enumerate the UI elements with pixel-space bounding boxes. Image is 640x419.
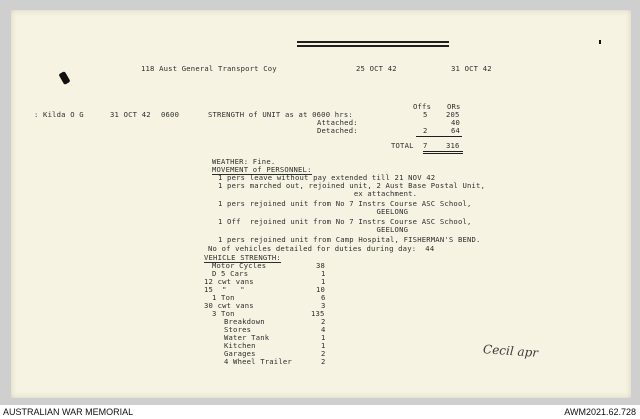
vehicle-row-value: 135 xyxy=(311,309,325,318)
vehicle-row-value: 2 xyxy=(321,357,326,366)
weather-line: WEATHER: Fine. xyxy=(212,157,276,166)
total-ors: 316 xyxy=(446,141,460,150)
vehicle-row-label: Stores xyxy=(224,325,252,334)
movement-line: 1 Off rejoined unit from No 7 Instrs Course ASC School, xyxy=(218,217,472,226)
handwritten-signature: Cecil apr xyxy=(482,342,539,360)
movement-line: GEELONG xyxy=(218,207,409,216)
strength-base-ors: 205 xyxy=(446,110,460,119)
movement-line: 1 pers rejoined unit from No 7 Instrs Course ASC School, xyxy=(218,199,472,208)
footer-bar xyxy=(0,405,640,419)
entry-date: 31 OCT 42 xyxy=(110,110,151,119)
detached-label: Detached: xyxy=(317,126,358,135)
vehicle-row-label: 12 cwt vans xyxy=(204,277,254,286)
vehicle-row-value: 6 xyxy=(321,293,326,302)
entry-place: : Kilda O G xyxy=(34,110,84,119)
movement-heading: MOVEMENT of PERSONNEL: xyxy=(212,165,312,174)
punch-mark xyxy=(599,40,601,44)
vehicle-row-label: 30 cwt vans xyxy=(204,301,254,310)
detached-offrs: 2 xyxy=(423,126,428,135)
vehicle-row-label: 4 Wheel Trailer xyxy=(224,357,292,366)
strength-base-offrs: 5 xyxy=(423,110,428,119)
total-offrs: 7 xyxy=(423,141,428,150)
period-end-date: 31 OCT 42 xyxy=(451,64,492,73)
period-start-date: 25 OCT 42 xyxy=(356,64,397,73)
vehicle-row-value: 2 xyxy=(321,349,326,358)
footer-institution: AUSTRALIAN WAR MEMORIAL xyxy=(3,407,134,417)
total-double-rule-2 xyxy=(423,153,463,154)
vehicle-row-label: Water Tank xyxy=(224,333,270,342)
ink-blot xyxy=(58,71,70,85)
col-ors-header: ORs xyxy=(447,102,461,111)
vehicle-row-label: D 5 Cars xyxy=(212,269,249,278)
vehicle-row-label: Motor Cycles xyxy=(212,261,267,270)
vehicle-row-label: 3 Ton xyxy=(212,309,235,318)
document-page xyxy=(11,10,631,398)
vehicle-row-value: 3 xyxy=(321,301,326,310)
entry-time: 0600 xyxy=(161,110,180,119)
total-rule xyxy=(416,136,462,137)
vehicle-row-value: 1 xyxy=(321,269,326,278)
movement-line: ex attachment. xyxy=(218,189,418,198)
vehicle-row-label: 1 Ton xyxy=(212,293,235,302)
movement-line: 1 pers rejoined unit from Camp Hospital, FISHERMAN'S BEND. xyxy=(218,235,481,244)
vehicles-detailed-line: No of vehicles detailed for duties during day: 44 xyxy=(208,244,435,253)
attached-label: Attached: xyxy=(317,118,358,127)
total-double-rule-1 xyxy=(423,151,463,152)
detached-ors: 64 xyxy=(451,126,461,135)
strength-label: STRENGTH of UNIT as at 0600 hrs: xyxy=(208,110,353,119)
header-rule-top xyxy=(297,41,449,43)
col-offrs-header: Offs xyxy=(413,102,432,111)
vehicle-row-label: 15 " " xyxy=(204,285,245,294)
vehicle-row-value: 10 xyxy=(316,285,326,294)
total-label: TOTAL xyxy=(391,141,414,150)
unit-title: 118 Aust General Transport Coy xyxy=(141,64,277,73)
vehicle-row-value: 38 xyxy=(316,261,326,270)
vehicle-row-value: 1 xyxy=(321,341,326,350)
vehicle-row-label: Kitchen xyxy=(224,341,256,350)
vehicle-row-value: 1 xyxy=(321,277,326,286)
movement-line: 1 pers marched out, rejoined unit, 2 Aust Base Postal Unit, xyxy=(218,181,486,190)
attached-ors: 40 xyxy=(451,118,461,127)
footer-accession-number: AWM2021.62.728 xyxy=(564,407,636,417)
vehicle-row-label: Garages xyxy=(224,349,256,358)
vehicle-strength-heading: VEHICLE STRENGTH: xyxy=(204,253,281,262)
movement-line: GEELONG xyxy=(218,225,409,234)
header-rule-bottom xyxy=(297,45,449,47)
movement-line: 1 pers leave without pay extended till 21 NOV 42 xyxy=(218,173,436,182)
vehicle-row-label: Breakdown xyxy=(224,317,265,326)
vehicle-row-value: 1 xyxy=(321,333,326,342)
vehicle-row-value: 4 xyxy=(321,325,326,334)
vehicle-row-value: 2 xyxy=(321,317,326,326)
